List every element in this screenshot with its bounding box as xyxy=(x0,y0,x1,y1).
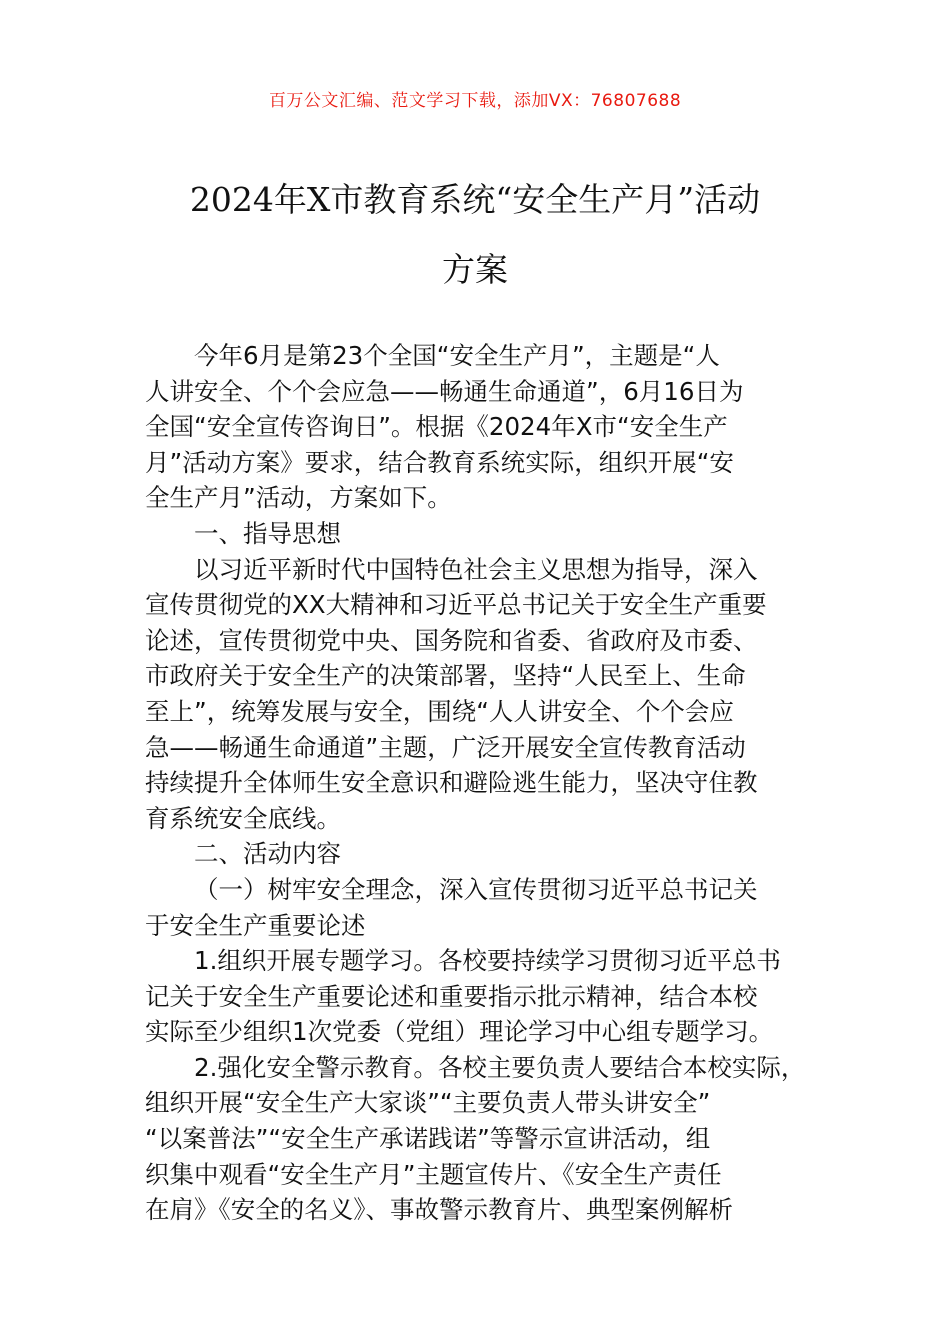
body-line: 人讲安全、个个会应急——畅通生命通道”，6月16日为 xyxy=(145,376,744,406)
body-line: 织集中观看“安全生产月”主题宣传片、《安全生产责任 xyxy=(145,1159,722,1189)
body-line: “以案普法”“安全生产承诺践诺”等警示宣讲活动，组 xyxy=(145,1124,711,1154)
body-line: 组织开展“安全生产大家谈”“主要负责人带头讲安全” xyxy=(145,1088,711,1118)
body-line: 全国“安全宣传咨询日”。根据《2024年X市“安全生产 xyxy=(145,412,728,442)
body-line: 于安全生产重要论述 xyxy=(145,910,366,940)
body-line: 宣传贯彻党的XX大精神和习近平总书记关于安全生产重要 xyxy=(145,590,767,620)
body-line: （一）树牢安全理念，深入宣传贯彻习近平总书记关 xyxy=(194,874,758,904)
body-line: 1.组织开展专题学习。各校要持续学习贯彻习近平总书 xyxy=(194,946,781,976)
body-line: 二、活动内容 xyxy=(194,839,341,869)
body-line: 论述，宣传贯彻党中央、国务院和省委、省政府及市委、 xyxy=(145,625,758,655)
body-line: 急——畅通生命通道”主题，广泛开展安全宣传教育活动 xyxy=(145,732,746,762)
body-line: 以习近平新时代中国特色社会主义思想为指导，深入 xyxy=(194,554,758,584)
body-line: 在肩》《安全的名义》、事故警示教育片、典型案例解析 xyxy=(145,1195,733,1225)
body-line: 2.强化安全警示教育。各校主要负责人要结合本校实际， xyxy=(194,1052,806,1082)
document-body xyxy=(145,338,813,1228)
body-line: 一、指导思想 xyxy=(194,518,341,548)
body-line: 全生产月”活动，方案如下。 xyxy=(145,483,452,513)
body-line: 至上”，统筹发展与安全，围绕“人人讲安全、个个会应 xyxy=(145,696,734,726)
body-line: 持续提升全体师生安全意识和避险逃生能力，坚决守住教 xyxy=(145,768,758,798)
document-title-line-1: 2024年X市教育系统“安全生产月”活动 xyxy=(189,180,761,219)
body-line: 实际至少组织1次党委（党组）理论学习中心组专题学习。 xyxy=(145,1017,774,1047)
promo-header-note: 百万公文汇编、范文学习下载，添加VX：76807688 xyxy=(268,91,682,111)
body-line: 市政府关于安全生产的决策部署，坚持“人民至上、生命 xyxy=(145,661,746,691)
body-line: 今年6月是第23个全国“安全生产月”，主题是“人 xyxy=(194,341,720,370)
body-line: 月”活动方案》要求，结合教育系统实际，组织开展“安 xyxy=(145,447,734,477)
body-line: 记关于安全生产重要论述和重要指示批示精神，结合本校 xyxy=(145,981,758,1011)
document-title-line-2: 方案 xyxy=(442,250,508,289)
body-line: 育系统安全底线。 xyxy=(145,803,341,833)
